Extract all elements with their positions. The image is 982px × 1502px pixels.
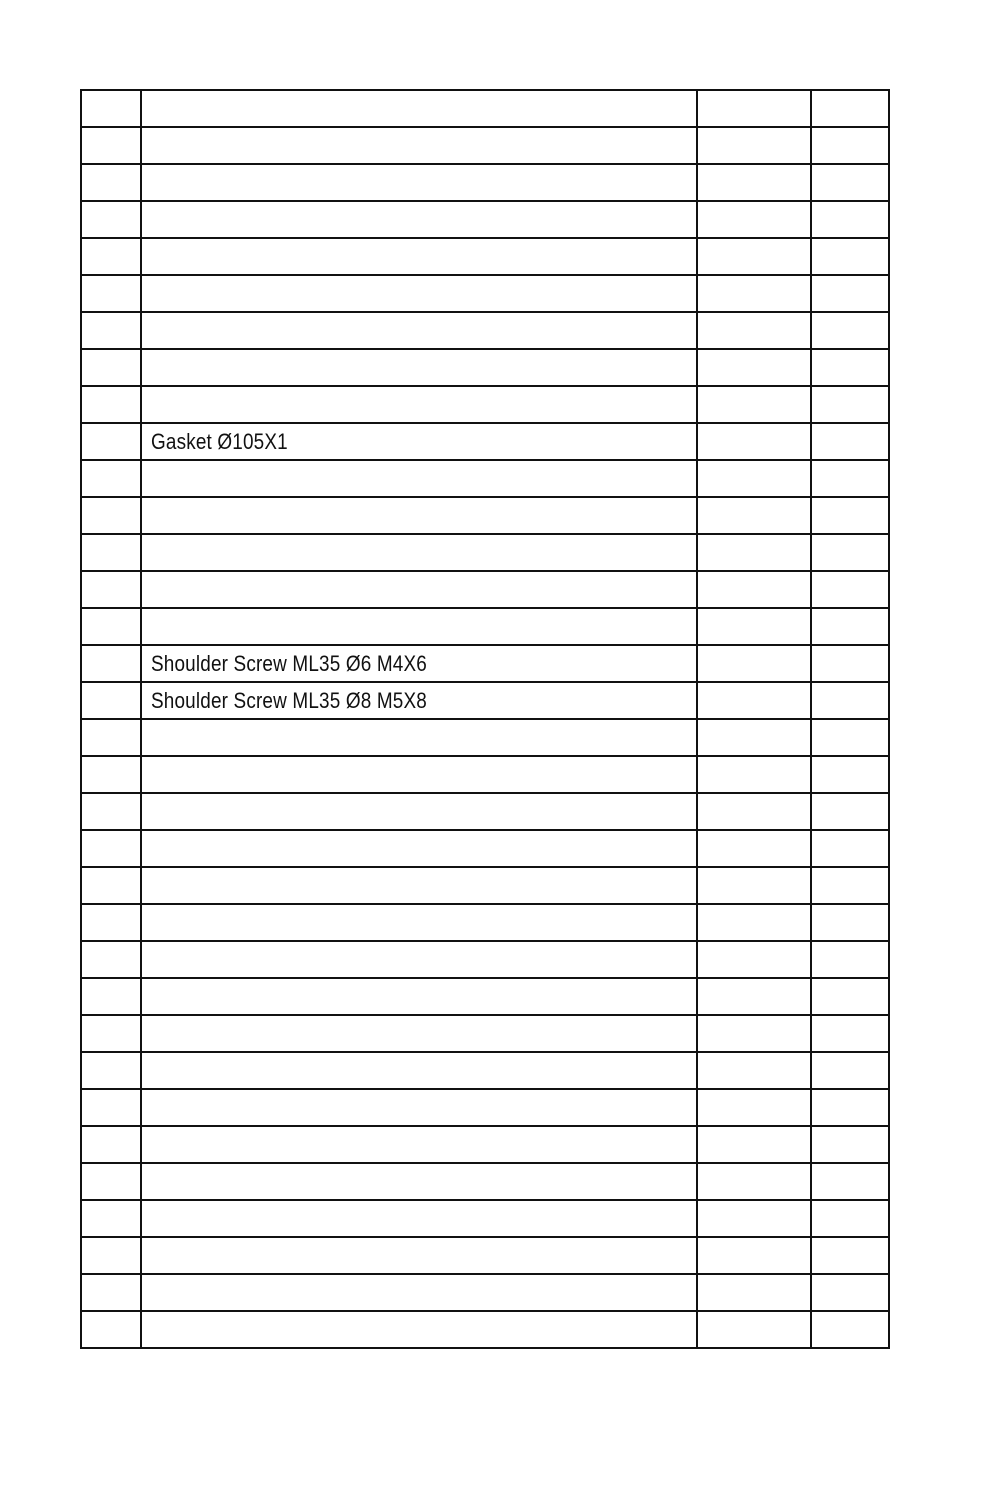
- item-number-cell: [81, 423, 141, 460]
- column-3-cell: [697, 793, 811, 830]
- column-4-cell: [811, 312, 889, 349]
- column-3-cell: [697, 127, 811, 164]
- column-4-cell: [811, 1311, 889, 1348]
- description-cell: [141, 201, 697, 238]
- table-row: [81, 312, 889, 349]
- item-number-cell: [81, 1200, 141, 1237]
- description-cell: [141, 1015, 697, 1052]
- description-cell: [141, 719, 697, 756]
- column-3-cell: [697, 201, 811, 238]
- part-description: Shoulder Screw ML35 Ø8 M5X8: [151, 687, 427, 713]
- description-cell: [141, 534, 697, 571]
- column-3-cell: [697, 941, 811, 978]
- description-cell: [141, 460, 697, 497]
- column-4-cell: [811, 164, 889, 201]
- table-row: [81, 423, 889, 460]
- table-row: [81, 1163, 889, 1200]
- item-number-cell: [81, 867, 141, 904]
- column-3-cell: [697, 460, 811, 497]
- table-row: [81, 1089, 889, 1126]
- column-4-cell: [811, 904, 889, 941]
- table-row: [81, 275, 889, 312]
- column-4-cell: [811, 1015, 889, 1052]
- column-4-cell: [811, 867, 889, 904]
- column-3-cell: [697, 386, 811, 423]
- item-number-cell: [81, 793, 141, 830]
- table-row: [81, 1200, 889, 1237]
- table-row: [81, 978, 889, 1015]
- item-number-cell: [81, 571, 141, 608]
- column-3-cell: [697, 719, 811, 756]
- column-4-cell: [811, 1163, 889, 1200]
- column-4-cell: [811, 497, 889, 534]
- table-row: [81, 238, 889, 275]
- item-number-cell: [81, 497, 141, 534]
- column-4-cell: [811, 941, 889, 978]
- table-row: [81, 904, 889, 941]
- description-cell: [141, 1237, 697, 1274]
- table-row: [81, 127, 889, 164]
- table-row: [81, 830, 889, 867]
- item-number-cell: [81, 978, 141, 1015]
- table-row: [81, 941, 889, 978]
- column-4-cell: [811, 534, 889, 571]
- description-cell: [141, 571, 697, 608]
- item-number-cell: [81, 1163, 141, 1200]
- description-cell: [141, 830, 697, 867]
- item-number-cell: [81, 238, 141, 275]
- column-4-cell: [811, 201, 889, 238]
- description-cell: [141, 238, 697, 275]
- parts-list-body: [81, 90, 889, 1348]
- item-number-cell: [81, 904, 141, 941]
- table-row: [81, 867, 889, 904]
- item-number-cell: [81, 645, 141, 682]
- column-3-cell: [697, 423, 811, 460]
- item-number-cell: [81, 386, 141, 423]
- item-number-cell: [81, 1126, 141, 1163]
- table-row: [81, 1052, 889, 1089]
- column-3-cell: [697, 756, 811, 793]
- table-row: [81, 1015, 889, 1052]
- item-number-cell: [81, 608, 141, 645]
- description-cell: [141, 423, 697, 460]
- description-cell: [141, 1311, 697, 1348]
- table-row: [81, 1126, 889, 1163]
- description-cell: [141, 608, 697, 645]
- column-4-cell: [811, 423, 889, 460]
- description-cell: [141, 645, 697, 682]
- part-description: Shoulder Screw ML35 Ø6 M4X6: [151, 650, 427, 676]
- description-cell: [141, 386, 697, 423]
- column-4-cell: [811, 608, 889, 645]
- description-cell: [141, 904, 697, 941]
- column-4-cell: [811, 830, 889, 867]
- table-row: [81, 90, 889, 127]
- table-row: [81, 1311, 889, 1348]
- item-number-cell: [81, 941, 141, 978]
- column-4-cell: [811, 793, 889, 830]
- table-row: [81, 1274, 889, 1311]
- column-4-cell: [811, 719, 889, 756]
- table-row: [81, 571, 889, 608]
- column-3-cell: [697, 1163, 811, 1200]
- column-3-cell: [697, 90, 811, 127]
- column-3-cell: [697, 238, 811, 275]
- column-4-cell: [811, 1200, 889, 1237]
- description-cell: [141, 127, 697, 164]
- column-4-cell: [811, 978, 889, 1015]
- part-description: Gasket Ø105X1: [151, 428, 288, 454]
- column-3-cell: [697, 164, 811, 201]
- column-3-cell: [697, 497, 811, 534]
- item-number-cell: [81, 1052, 141, 1089]
- item-number-cell: [81, 312, 141, 349]
- table-row: [81, 719, 889, 756]
- table-row: [81, 534, 889, 571]
- item-number-cell: [81, 201, 141, 238]
- column-3-cell: [697, 312, 811, 349]
- column-4-cell: [811, 1274, 889, 1311]
- column-3-cell: [697, 867, 811, 904]
- column-3-cell: [697, 978, 811, 1015]
- column-3-cell: [697, 904, 811, 941]
- column-3-cell: [697, 1126, 811, 1163]
- column-4-cell: [811, 682, 889, 719]
- table-row: [81, 608, 889, 645]
- column-4-cell: [811, 349, 889, 386]
- description-cell: [141, 941, 697, 978]
- item-number-cell: [81, 682, 141, 719]
- item-number-cell: [81, 1311, 141, 1348]
- table-row: [81, 1237, 889, 1274]
- column-4-cell: [811, 1052, 889, 1089]
- table-row: [81, 497, 889, 534]
- description-cell: [141, 312, 697, 349]
- column-4-cell: [811, 127, 889, 164]
- column-4-cell: [811, 1126, 889, 1163]
- column-3-cell: [697, 1200, 811, 1237]
- column-3-cell: [697, 275, 811, 312]
- table-row: [81, 645, 889, 682]
- description-cell: [141, 1163, 697, 1200]
- column-4-cell: [811, 756, 889, 793]
- column-3-cell: [697, 682, 811, 719]
- description-cell: [141, 978, 697, 1015]
- description-cell: [141, 497, 697, 534]
- column-4-cell: [811, 460, 889, 497]
- column-3-cell: [697, 1274, 811, 1311]
- description-cell: [141, 275, 697, 312]
- description-cell: [141, 1126, 697, 1163]
- description-cell: [141, 682, 697, 719]
- table-row: [81, 201, 889, 238]
- item-number-cell: [81, 1089, 141, 1126]
- column-4-cell: [811, 90, 889, 127]
- description-cell: [141, 349, 697, 386]
- description-cell: [141, 1274, 697, 1311]
- item-number-cell: [81, 830, 141, 867]
- item-number-cell: [81, 90, 141, 127]
- item-number-cell: [81, 1015, 141, 1052]
- table-row: [81, 793, 889, 830]
- description-cell: [141, 1052, 697, 1089]
- column-3-cell: [697, 1089, 811, 1126]
- column-3-cell: [697, 349, 811, 386]
- parts-list-table: [80, 89, 890, 1349]
- column-4-cell: [811, 645, 889, 682]
- column-3-cell: [697, 645, 811, 682]
- description-cell: [141, 164, 697, 201]
- column-4-cell: [811, 571, 889, 608]
- column-4-cell: [811, 275, 889, 312]
- table-row: [81, 460, 889, 497]
- table-row: [81, 682, 889, 719]
- column-3-cell: [697, 534, 811, 571]
- description-cell: [141, 1089, 697, 1126]
- column-3-cell: [697, 830, 811, 867]
- column-4-cell: [811, 1237, 889, 1274]
- item-number-cell: [81, 349, 141, 386]
- item-number-cell: [81, 1274, 141, 1311]
- item-number-cell: [81, 534, 141, 571]
- table-row: [81, 756, 889, 793]
- description-cell: [141, 756, 697, 793]
- column-4-cell: [811, 386, 889, 423]
- description-cell: [141, 90, 697, 127]
- column-3-cell: [697, 1052, 811, 1089]
- item-number-cell: [81, 719, 141, 756]
- column-4-cell: [811, 238, 889, 275]
- item-number-cell: [81, 1237, 141, 1274]
- item-number-cell: [81, 275, 141, 312]
- table-row: [81, 349, 889, 386]
- column-3-cell: [697, 1237, 811, 1274]
- item-number-cell: [81, 164, 141, 201]
- column-3-cell: [697, 571, 811, 608]
- item-number-cell: [81, 460, 141, 497]
- table-row: [81, 386, 889, 423]
- description-cell: [141, 1200, 697, 1237]
- column-3-cell: [697, 1015, 811, 1052]
- description-cell: [141, 793, 697, 830]
- column-3-cell: [697, 1311, 811, 1348]
- item-number-cell: [81, 756, 141, 793]
- column-3-cell: [697, 608, 811, 645]
- table-row: [81, 164, 889, 201]
- item-number-cell: [81, 127, 141, 164]
- description-cell: [141, 867, 697, 904]
- column-4-cell: [811, 1089, 889, 1126]
